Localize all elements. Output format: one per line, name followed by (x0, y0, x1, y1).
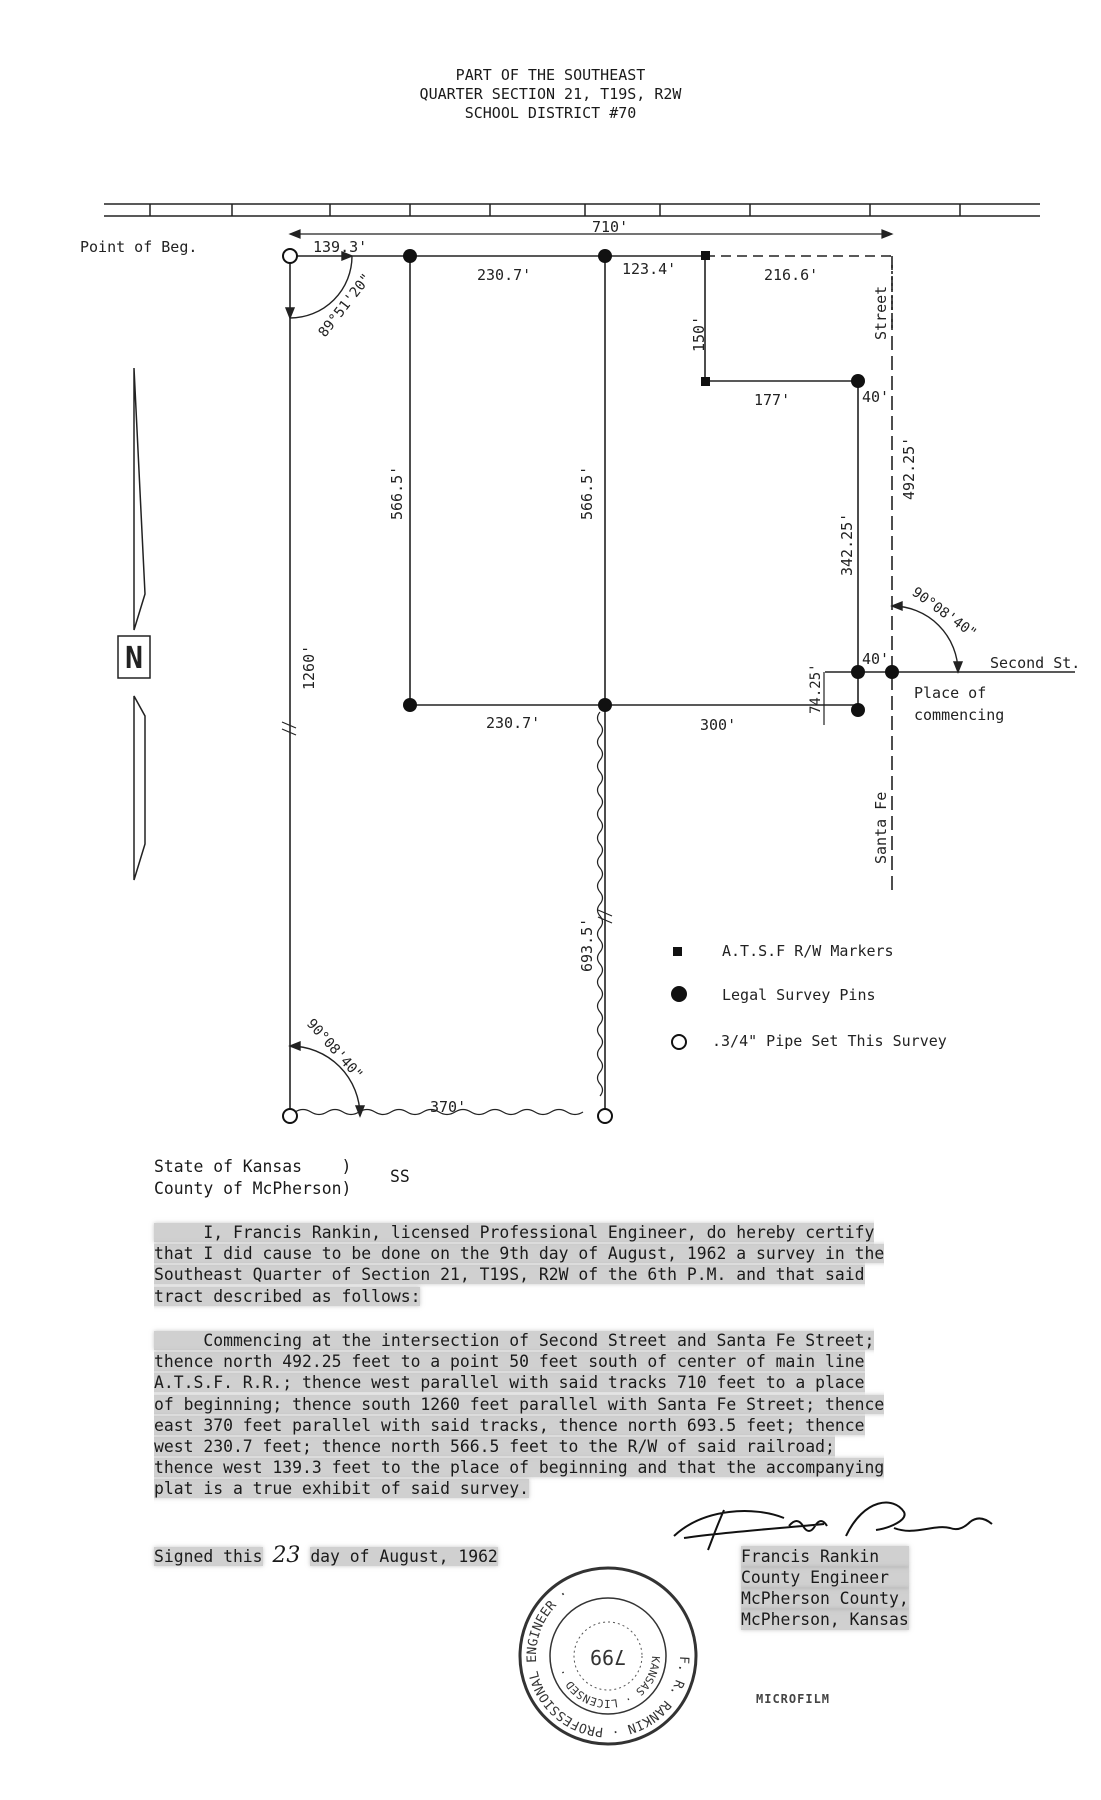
seal-outer-text: F. R. RANKIN · PROFESSIONAL ENGINEER · (524, 1586, 692, 1740)
signed-line (154, 1543, 498, 1568)
seal-number: 799 (589, 1645, 627, 1669)
county-line: County of McPherson) (154, 1179, 352, 1198)
legend (671, 942, 947, 1050)
seal-inner-text: KANSAS · LICENSED · (556, 1655, 663, 1711)
signed-prefix: Signed this (154, 1547, 263, 1566)
engineer-name: Francis Rankin (741, 1546, 909, 1567)
legend-pins-label: Legal Survey Pins (722, 986, 876, 1004)
legal-survey-pins (403, 249, 899, 717)
dim-40b-label: 40' (862, 650, 890, 668)
engineer-city: McPherson, Kansas (741, 1610, 909, 1629)
dim-150-label: 150' (690, 315, 708, 352)
dim-177-label: 177' (754, 391, 791, 409)
dim-5665b-label: 566.5' (578, 465, 596, 520)
dim-139-label: 139.3' (313, 238, 368, 256)
certification-text: I, Francis Rankin, licensed Professional Engineer, do hereby certify that I did cause to be done on the 9th day of August, 1962 a survey in the Southeast Quarter of Section 21, T19S, R2W of the 6th P.M. and that said tract described as follows: (154, 1223, 885, 1306)
dim-230b-label: 230.7' (486, 714, 541, 732)
angle-se-label: 90°08'40" (908, 584, 980, 642)
dim-49225-label: 492.25' (900, 436, 918, 500)
north-arrow (118, 368, 150, 880)
plat-title-line3: SCHOOL DISTRICT #70 (464, 104, 637, 122)
second-street-label: Second St. (990, 654, 1081, 672)
dim-2166-label: 216.6' (764, 266, 819, 284)
engineer-block (741, 1546, 909, 1630)
place-of-commencing-label-1: Place of (914, 684, 987, 702)
place-of-commencing-label-2: commencing (914, 706, 1005, 724)
legal-description-text: Commencing at the intersection of Second Street and Santa Fe Street; thence north 492.25 feet to a point 50 feet south of center of main line A.T.S.F. R.R.; thence west parallel with said tracks 710 feet to a place of beginning; thence south 1260 feet parallel with Santa Fe Street; thence east 370 feet parallel with said tracks, thence north 693.5 feet; thence west 230.7 feet; thence north 566.5 feet to the R/W of said railroad; thence west 139.3 feet to the place of beginning and that the accompanying plat is a true exhibit of said survey. (154, 1331, 885, 1499)
engineer-county: McPherson County, (741, 1589, 909, 1608)
dim-40a-label: 40' (862, 388, 890, 406)
dim-7425-label: 74.25' (808, 663, 824, 714)
signed-suffix: day of August, 1962 (310, 1547, 498, 1566)
state-line: State of Kansas ) (154, 1157, 352, 1176)
angle-nw-label: 89°51'20" (315, 270, 375, 341)
engineer-title: County Engineer (741, 1567, 909, 1588)
legend-markers-label: A.T.S.F R/W Markers (722, 942, 894, 960)
dim-370-label: 370' (430, 1098, 467, 1116)
dim-230a-label: 230.7' (477, 266, 532, 284)
legend-marker-symbol (673, 947, 682, 956)
engineer-seal (513, 1561, 703, 1751)
dim-5665a-label: 566.5' (388, 465, 406, 520)
point-of-beginning-label: Point of Beg. (80, 238, 198, 256)
plat-title-line1: PART OF THE SOUTHEAST (455, 66, 646, 84)
dim-300-label: 300' (700, 716, 737, 734)
dim-710-label: 710' (592, 218, 629, 236)
dim-1234-label: 123.4' (622, 260, 677, 278)
dim-6935-label: 693.5' (578, 917, 596, 972)
description-paragraph (154, 1330, 954, 1500)
plat-title-line2: QUARTER SECTION 21, T19S, R2W (419, 85, 682, 103)
dim-34225-label: 342.25' (838, 512, 856, 576)
pipe-set (283, 249, 612, 1123)
dim-1260-label: 1260' (300, 644, 318, 690)
legend-pipe-symbol (672, 1035, 686, 1049)
street-label: Street (872, 285, 890, 340)
dimension-710 (290, 230, 892, 238)
railroad-tracks (104, 204, 1040, 216)
santa-fe-label: Santa Fe (872, 791, 890, 864)
microfilm-stamp: MICROFILM (756, 1692, 831, 1706)
ss-label: SS (390, 1167, 410, 1186)
legend-pin-symbol (671, 986, 687, 1002)
north-symbol: N (124, 641, 144, 676)
angle-sw-label: 90°08'40" (303, 1015, 366, 1084)
certification-paragraph (154, 1222, 954, 1307)
legend-pipe-label: .3/4" Pipe Set This Survey (712, 1032, 947, 1050)
signed-day: 23 (272, 1543, 301, 1568)
